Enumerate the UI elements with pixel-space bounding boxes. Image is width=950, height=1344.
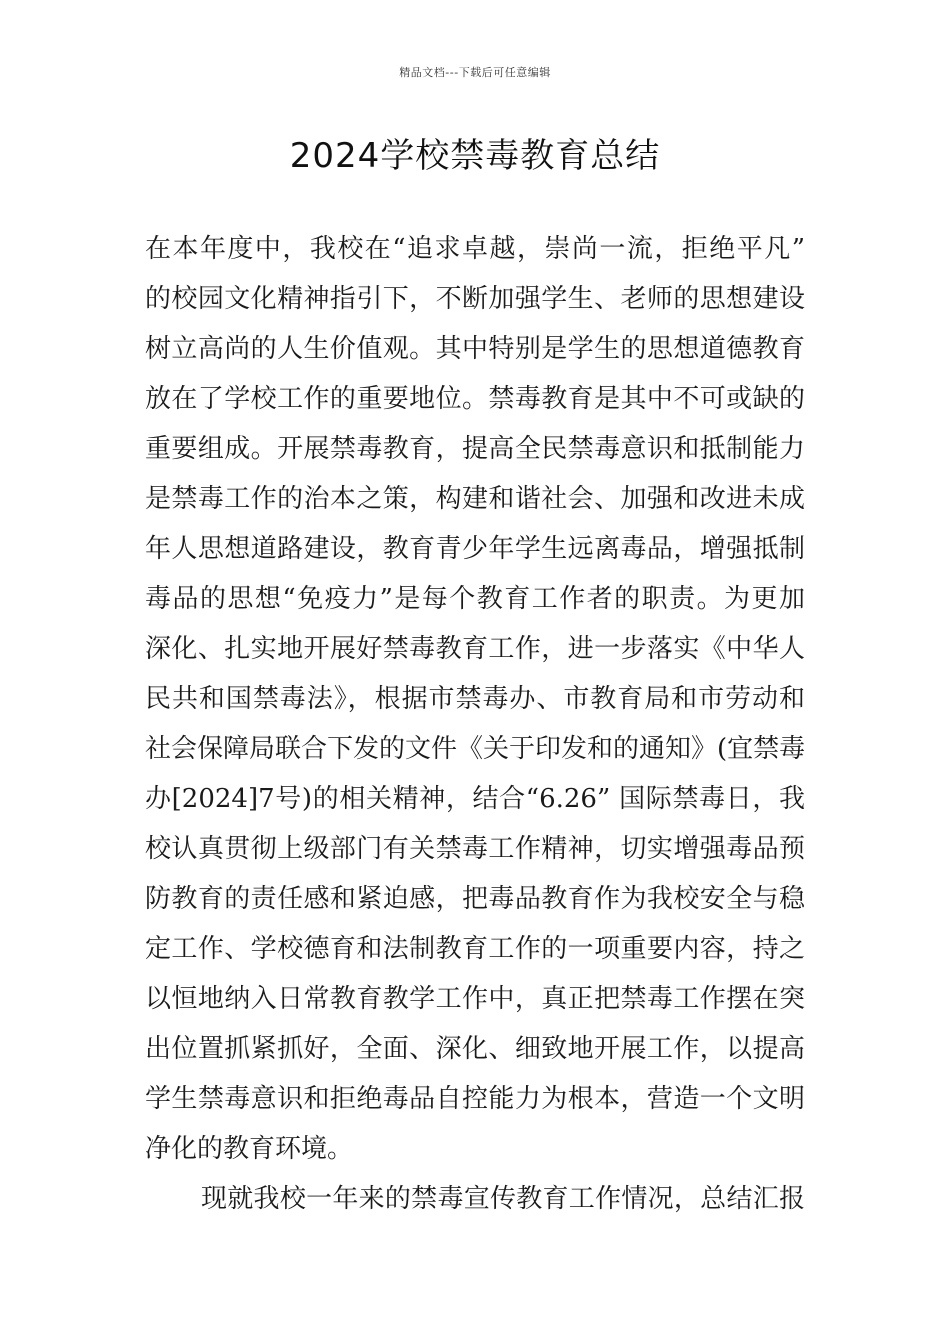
text-line: 在本年度中，我校在“追求卓越，崇尚一流，拒绝平凡” (145, 234, 805, 264)
paragraph-2 (145, 1174, 805, 1224)
text-line: 办[2024]7号)的相关精神，结合“6.26” 国际禁毒日，我 (145, 784, 805, 814)
text-line: 深化、扎实地开展好禁毒教育工作，进一步落实《中华人 (145, 634, 805, 664)
text-line: 的校园文化精神指引下，不断加强学生、老师的思想建设 (145, 284, 805, 314)
text-line: 社会保障局联合下发的文件《关于印发和的通知》(宜禁毒 (145, 734, 805, 764)
text-line: 校认真贯彻上级部门有关禁毒工作精神，切实增强毒品预 (145, 834, 805, 864)
text-line: 年人思想道路建设，教育青少年学生远离毒品，增强抵制 (145, 534, 805, 564)
text-line: 是禁毒工作的治本之策，构建和谐社会、加强和改进未成 (145, 484, 805, 514)
text-line: 定工作、学校德育和法制教育工作的一项重要内容，持之 (145, 934, 805, 964)
text-line: 出位置抓紧抓好，全面、深化、细致地开展工作，以提高 (145, 1034, 805, 1064)
paragraph-1 (145, 224, 805, 1174)
text-line: 民共和国禁毒法》，根据市禁毒办、市教育局和市劳动和 (145, 684, 805, 714)
text-line: 树立高尚的人生价值观。其中特别是学生的思想道德教育 (145, 334, 805, 364)
text-line: 放在了学校工作的重要地位。禁毒教育是其中不可或缺的 (145, 384, 805, 414)
document-body (145, 224, 805, 1224)
text-line: 毒品的思想“免疫力”是每个教育工作者的职责。为更加 (145, 584, 805, 614)
document-title: 2024学校禁毒教育总结 (289, 136, 661, 176)
text-line: 以恒地纳入日常教育教学工作中，真正把禁毒工作摆在突 (145, 984, 805, 1014)
text-line: 防教育的责任感和紧迫感，把毒品教育作为我校安全与稳 (145, 884, 805, 914)
header-note: 精品文档---下载后可任意编辑 (399, 66, 551, 79)
text-line: 学生禁毒意识和拒绝毒品自控能力为根本，营造一个文明 (145, 1084, 805, 1114)
text-line: 净化的教育环境。 (145, 1134, 354, 1164)
text-line: 现就我校一年来的禁毒宣传教育工作情况，总结汇报 (201, 1184, 805, 1214)
text-line: 重要组成。开展禁毒教育，提高全民禁毒意识和抵制能力 (145, 434, 805, 464)
